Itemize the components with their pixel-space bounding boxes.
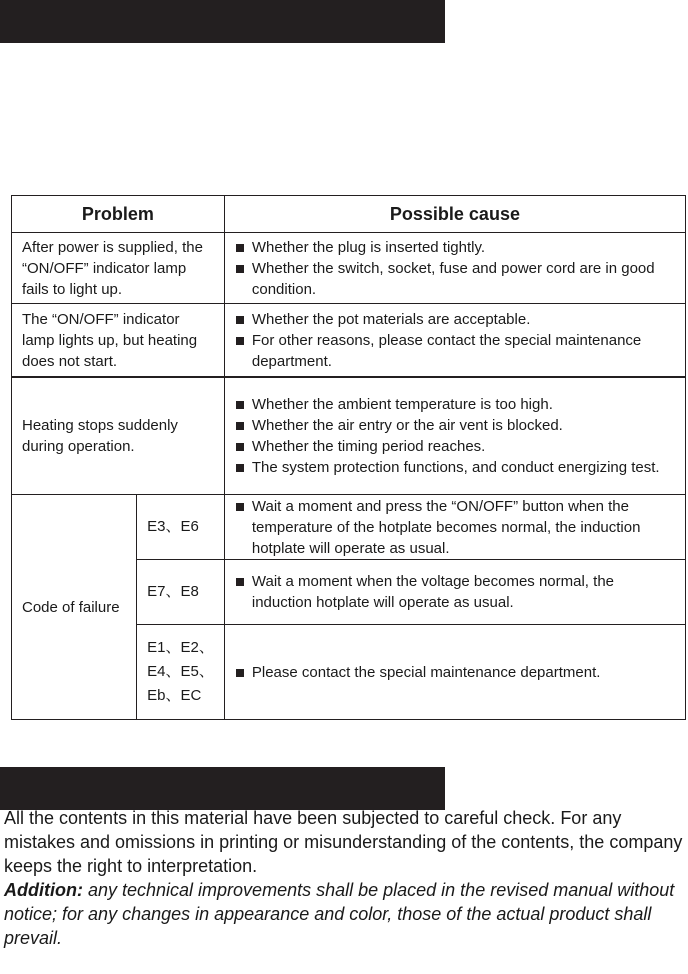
failure-code-label: Code of failure xyxy=(12,495,137,720)
failure-code: E7、E8 xyxy=(147,583,199,600)
failure-code: E1、E2、 xyxy=(147,639,214,656)
cause-item: For other reasons, please contact the special maintenance department. xyxy=(235,330,675,372)
troubleshooting-table xyxy=(11,195,686,720)
cause-list xyxy=(235,309,675,372)
failure-code: E4、E5、 xyxy=(147,663,214,680)
problem-cell: The “ON/OFF” indicator lamp lights up, but heating does not start. xyxy=(12,304,225,378)
cause-list xyxy=(235,496,675,559)
cause-item: Whether the switch, socket, fuse and power cord are in good condition. xyxy=(235,258,675,300)
cause-cell xyxy=(224,233,685,304)
table-row xyxy=(12,495,686,560)
cause-cell xyxy=(224,377,685,495)
cause-list xyxy=(235,394,675,478)
failure-code-cell xyxy=(137,495,225,560)
section-header-bar xyxy=(0,767,445,810)
problem-cell: After power is supplied, the “ON/OFF” indicator lamp fails to light up. xyxy=(12,233,225,304)
table-header-row xyxy=(12,196,686,233)
addition-label: Addition: xyxy=(4,880,83,900)
cause-item: Wait a moment and press the “ON/OFF” button when the temperature of the hotplate becomes normal, the induction hotplate will operate as usual. xyxy=(235,496,675,559)
table-row xyxy=(12,233,686,304)
cause-cell xyxy=(224,304,685,378)
cause-list xyxy=(235,237,675,300)
problem-cell: Heating stops suddenly during operation. xyxy=(12,377,225,495)
cause-cell xyxy=(224,625,685,720)
header-problem: Problem xyxy=(12,196,225,233)
disclaimer-statement: All the contents in this material have been subjected to careful check. For any mistakes and omissions in printing or misunderstanding of the contents, the company keeps the right to interpretation. xyxy=(4,808,683,876)
failure-code-cell xyxy=(137,625,225,720)
cause-item: Whether the timing period reaches. xyxy=(235,436,675,457)
section-header-bar xyxy=(0,0,445,43)
cause-item: Whether the plug is inserted tightly. xyxy=(235,237,675,258)
failure-code-cell xyxy=(137,560,225,625)
cause-cell xyxy=(224,495,685,560)
cause-item: Please contact the special maintenance department. xyxy=(235,662,675,683)
table-row xyxy=(12,377,686,495)
table-row xyxy=(12,304,686,378)
cause-item: Whether the pot materials are acceptable. xyxy=(235,309,675,330)
addition-note xyxy=(4,878,688,950)
disclaimer xyxy=(4,806,688,950)
addition-text: any technical improvements shall be placed in the revised manual without notice; for any changes in appearance and color, those of the actual product shall prevail. xyxy=(4,880,675,948)
header-possible-cause: Possible cause xyxy=(224,196,685,233)
failure-code: Eb、EC xyxy=(147,687,202,704)
cause-list xyxy=(235,571,675,613)
cause-item: Whether the ambient temperature is too high. xyxy=(235,394,675,415)
failure-code: E3、E6 xyxy=(147,518,199,535)
cause-item: The system protection functions, and conduct energizing test. xyxy=(235,457,675,478)
cause-item: Wait a moment when the voltage becomes normal, the induction hotplate will operate as usual. xyxy=(235,571,675,613)
cause-list xyxy=(235,662,675,683)
cause-cell xyxy=(224,560,685,625)
cause-item: Whether the air entry or the air vent is blocked. xyxy=(235,415,675,436)
